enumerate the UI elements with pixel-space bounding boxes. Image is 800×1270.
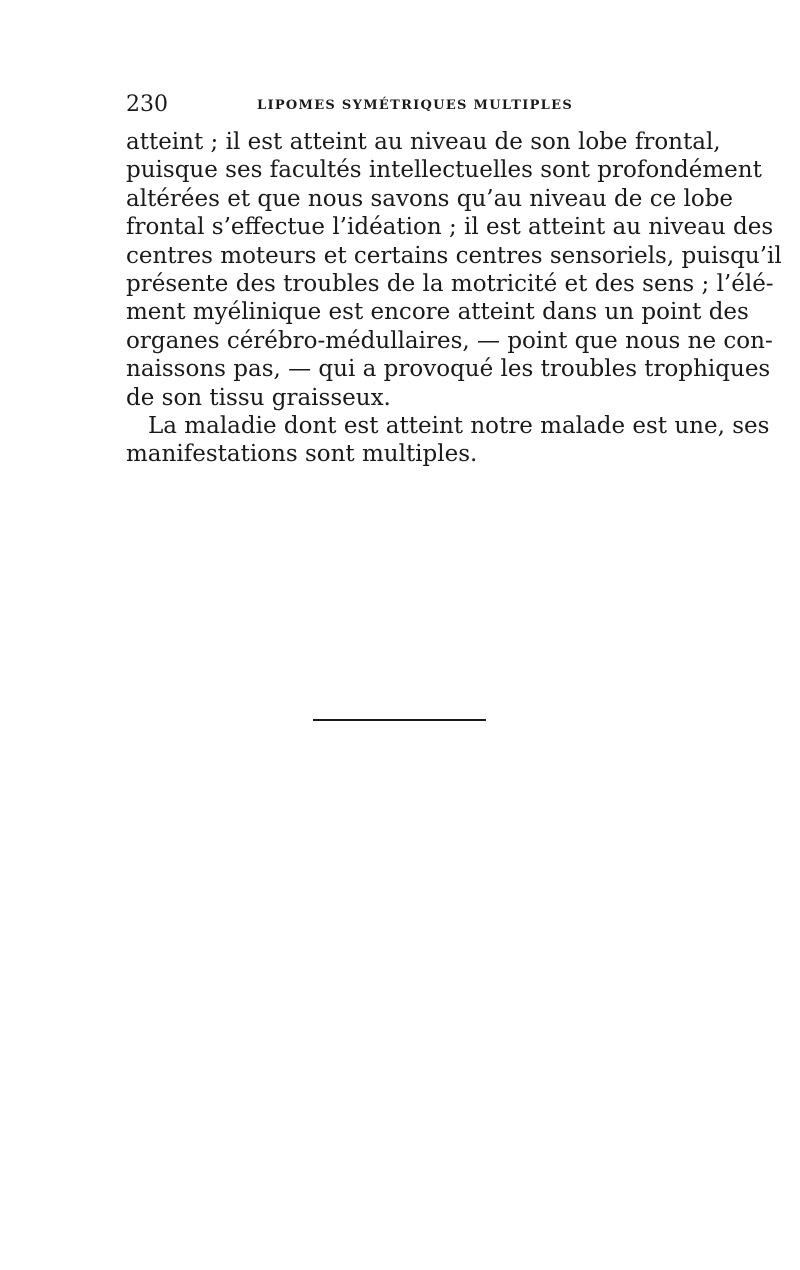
text-line: frontal s’effectue l’idéation ; il est atteint au niveau des <box>126 214 774 241</box>
text-line: centres moteurs et certains centres sensoriels, puisqu’il <box>126 242 782 269</box>
text-line: présente des troubles de la motricité et des sens ; l’élé- <box>126 270 774 297</box>
text-line: altérées et que nous savons qu’au niveau de ce lobe <box>126 185 734 212</box>
text-line: puisque ses facultés intellectuelles sont profondément <box>126 157 762 184</box>
running-head <box>126 92 678 118</box>
text-line: naissons pas, — qui a provoqué les troubles trophiques <box>126 356 771 383</box>
text-line: atteint ; il est atteint au niveau de son lobe frontal, <box>126 129 721 155</box>
body-text <box>126 128 782 469</box>
text-line: ment myélinique est encore atteint dans un point des <box>126 299 749 326</box>
text-line: de son tissu graisseux. <box>126 384 391 411</box>
text-line: organes cérébro-médullaires, — point que nous ne con- <box>126 327 773 354</box>
end-rule <box>313 719 486 721</box>
running-title: LIPOMES SYMÉTRIQUES MULTIPLES <box>257 98 574 113</box>
page-number: 230 <box>126 92 168 117</box>
text-line: manifestations sont multiples. <box>126 441 478 468</box>
text-line: La maladie dont est atteint notre malade est une, ses <box>148 412 770 439</box>
